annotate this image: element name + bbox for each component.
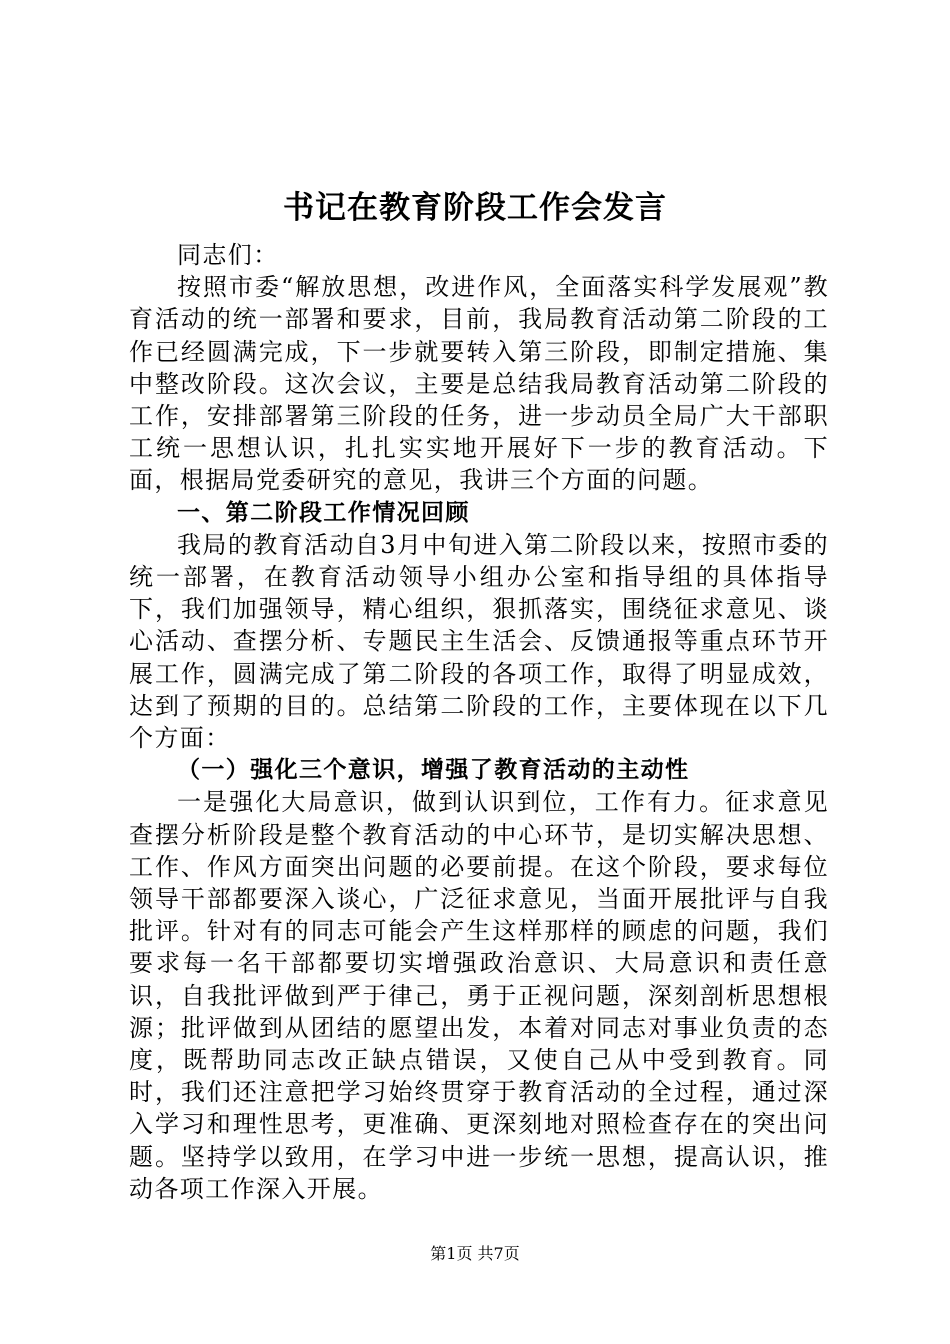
subsection-heading-1: （一）强化三个意识，增强了教育活动的主动性 (177, 757, 690, 784)
salutation: 同志们： (177, 241, 279, 269)
document-title: 书记在教育阶段工作会发言 (283, 190, 667, 226)
paragraph-review: 我局的教育活动自3月中旬进入第二阶段以来，按照市委的统一部署，在教育活动领导小组办公室和指导组的具体指导下，我们加强领导，精心组织，狠抓落实，围绕征求意见、谈心活动、查摆分析、专题民主生活会、反馈通报等重点环节开展工作，圆满完成了第二阶段的各项工作，取得了明显成效，达到了预期的目的。总结第二阶段的工作，主要体现在以下几个方面： (129, 530, 829, 753)
section-heading-1: 一、第二阶段工作情况回顾 (177, 499, 470, 526)
paragraph-awareness: 一是强化大局意识，做到认识到位，工作有力。征求意见查摆分析阶段是整个教育活动的中心环节，是切实解决思想、工作、作风方面突出问题的必要前提。在这个阶段，要求每位领导干部都要深入谈心，广泛征求意见，当面开展批评与自我批评。针对有的同志可能会产生这样那样的顾虑的问题，我们要求每一名干部都要切实增强政治意识、大局意识和责任意识，自我批评做到严于律己，勇于正视问题，深刻剖析思想根源；批评做到从团结的愿望出发，本着对同志对事业负责的态度，既帮助同志改正缺点错误，又使自己从中受到教育。同时，我们还注意把学习始终贯穿于教育活动的全过程，通过深入学习和理性思考，更准确、更深刻地对照检查存在的突出问题。坚持学以致用，在学习中进一步统一思想，提高认识，推动各项工作深入开展。 (129, 788, 829, 1203)
paragraph-intro: 按照市委“解放思想，改进作风，全面落实科学发展观”教育活动的统一部署和要求，目前，我局教育活动第二阶段的工作已经圆满完成，下一步就要转入第三阶段，即制定措施、集中整改阶段。这次会议，主要是总结我局教育活动第二阶段的工作，安排部署第三阶段的任务，进一步动员全局广大干部职工统一思想认识，扎扎实实地开展好下一步的教育活动。下面，根据局党委研究的意见，我讲三个方面的问题。 (129, 273, 829, 495)
document-body (129, 239, 829, 1205)
page-number: 第1页 共7页 (430, 1244, 520, 1263)
